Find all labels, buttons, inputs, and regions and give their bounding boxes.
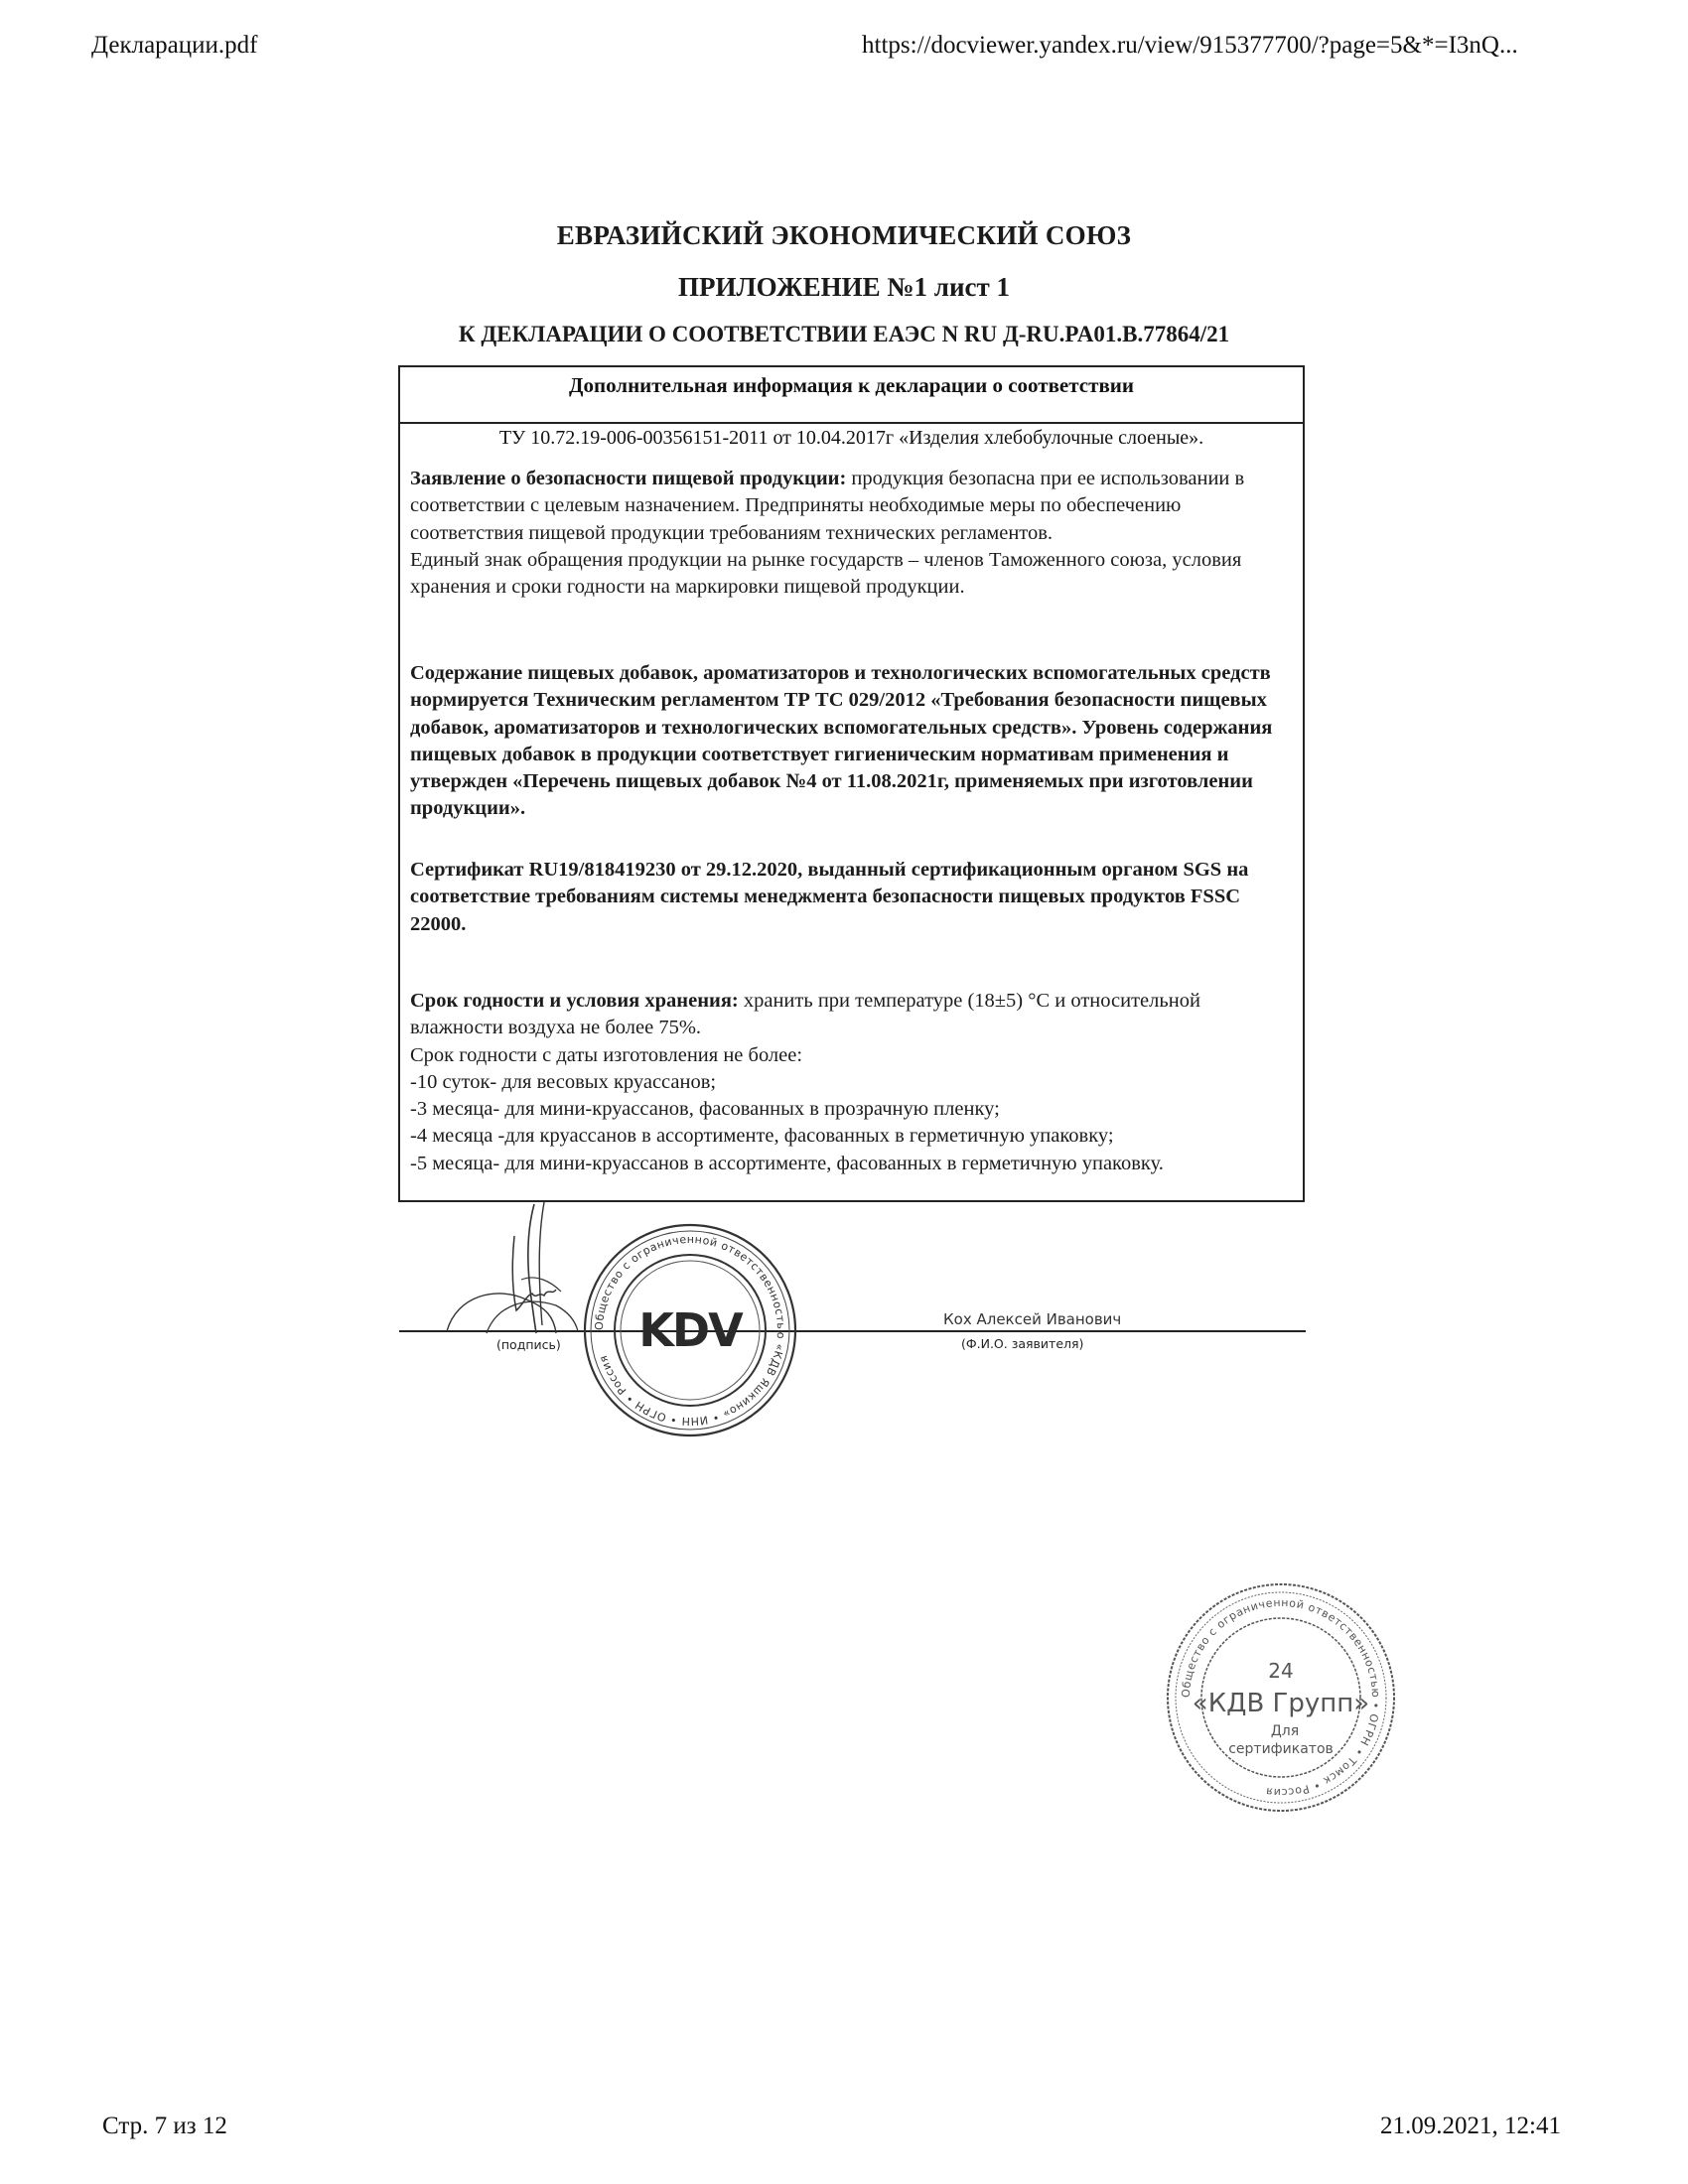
stamp-company-name: «КДВ Групп» <box>1192 1689 1370 1718</box>
safety-text-2: Единый знак обращения продукции на рынке государств – членов Таможенного союза, условия хранения и сроки годности на маркировки пищевой продукции. <box>410 548 1242 599</box>
storage-paragraph <box>410 988 1297 1177</box>
print-datetime: 21.09.2021, 12:41 <box>1380 2113 1561 2139</box>
stamp-logo: KDV <box>638 1303 742 1357</box>
shelf-life-line: -5 месяца- для мини-круассанов в ассортименте, фасованных в герметичную упаковку. <box>410 1152 1164 1174</box>
shelf-life-line: -10 суток- для весовых круассанов; <box>410 1070 717 1093</box>
info-box <box>398 365 1305 1202</box>
page-url: https://docviewer.yandex.ru/view/915377700/?page=5&*=I3nQ... <box>862 32 1518 59</box>
safety-text: продукция безопасна при ее использовании в соответствии с целевым назначением. Предприняты необходимые меры по обеспечению соответствия пищевой продукции требованиям технических регламентов. <box>410 468 1245 544</box>
title-declaration: К ДЕКЛАРАЦИИ О СООТВЕТСТВИИ ЕАЭС N RU Д-RU.PA01.B.77864/21 <box>458 322 1230 346</box>
title-union: ЕВРАЗИЙСКИЙ ЭКОНОМИЧЕСКИЙ СОЮЗ <box>556 220 1132 250</box>
company-stamp-kdv-group <box>1162 1578 1400 1817</box>
signature-caption: (подпись) <box>496 1337 561 1352</box>
box-header: Дополнительная информация к декларации о соответствии <box>400 367 1303 424</box>
page-counter: Стр. 7 из 12 <box>102 2113 227 2139</box>
signer-name: Кох Алексей Иванович <box>943 1310 1122 1328</box>
shelf-life-line: Срок годности с даты изготовления не более: <box>410 1043 803 1066</box>
title-appendix: ПРИЛОЖЕНИЕ №1 лист 1 <box>678 272 1010 302</box>
safety-statement <box>410 466 1297 601</box>
company-stamp-kdv <box>579 1219 801 1441</box>
certificate-paragraph: Сертификат RU19/818419230 от 29.12.2020, выданный сертификационным органом SGS на соответствие требованиям системы менеджмента безопасности пищевых продуктов FSSC 22000. <box>410 859 1249 935</box>
stamp-number: 24 <box>1268 1659 1294 1683</box>
shelf-life-line: -3 месяца- для мини-круассанов, фасованных в прозрачную пленку; <box>410 1098 1000 1121</box>
file-name: Декларации.pdf <box>91 32 258 59</box>
stamp-purpose-line1: Для <box>1270 1723 1300 1739</box>
signer-caption: (Ф.И.О. заявителя) <box>961 1336 1084 1351</box>
stamp-ring-text: Общество с ограниченной ответственностью • ОГРН • Томск • Россия <box>1179 1595 1383 1800</box>
additives-paragraph: Содержание пищевых добавок, ароматизаторов и технологических вспомогательных средств нормируется Техническим регламентом ТР ТС 029/2012 «Требования безопасности пищевых добавок, ароматизаторов и технологических вспомогательных средств». Уровень содержания пищевых добавок в продукции соответствует гигиеническим нормативам применения и утвержден «Перечень пищевых добавок №4 от 11.08.2021г, применяемых при изготовлении продукции». <box>410 662 1273 820</box>
stamp-ring-text: Общество с ограниченной ответственностью «КДВ Яшкино» • ИНН • ОГРН • Россия <box>592 1232 788 1429</box>
storage-label: Срок годности и условия хранения: <box>410 990 739 1012</box>
shelf-life-line: -4 месяца -для круассанов в ассортименте, фасованных в герметичную упаковку; <box>410 1125 1114 1148</box>
tu-line: ТУ 10.72.19-006-00356151-2011 от 10.04.2017г «Изделия хлебобулочные слоеные». <box>498 427 1204 449</box>
safety-label: Заявление о безопасности пищевой продукции: <box>410 468 847 489</box>
storage-text: хранить при температуре (18±5) °С и относительной влажности воздуха не более 75%. <box>410 990 1200 1039</box>
stamp-purpose-line2: сертификатов <box>1228 1741 1334 1757</box>
